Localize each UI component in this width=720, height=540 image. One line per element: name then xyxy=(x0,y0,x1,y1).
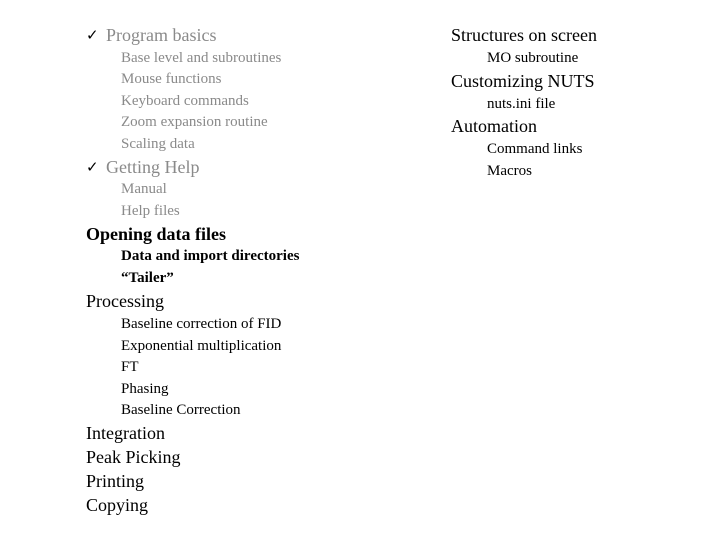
topic-automation: Automation xyxy=(451,116,537,136)
subtopic-keyboard-commands: Keyboard commands xyxy=(121,93,249,109)
topic-getting-help: Getting Help xyxy=(106,157,200,177)
checkmark-icon: ✓ xyxy=(86,26,99,44)
subtopic-exponential-multiplication: Exponential multiplication xyxy=(121,338,282,354)
subtopic-base-level: Base level and subroutines xyxy=(121,50,282,66)
subtopic-manual: Manual xyxy=(121,181,167,197)
subtopic-nuts-ini-file: nuts.ini file xyxy=(487,96,556,112)
subtopic-command-links: Command links xyxy=(487,141,583,157)
subtopic-macros: Macros xyxy=(487,163,532,179)
topic-integration: Integration xyxy=(86,423,165,443)
subtopic-baseline-correction: Baseline Correction xyxy=(121,402,241,418)
subtopic-phasing: Phasing xyxy=(121,381,169,397)
subtopic-mo-subroutine: MO subroutine xyxy=(487,50,579,66)
topic-copying: Copying xyxy=(86,495,149,515)
subtopic-baseline-fid: Baseline correction of FID xyxy=(121,316,282,332)
subtopic-zoom-expansion: Zoom expansion routine xyxy=(121,114,268,130)
topic-printing: Printing xyxy=(86,471,145,491)
topic-peak-picking: Peak Picking xyxy=(86,447,181,467)
topic-program-basics: Program basics xyxy=(106,25,217,45)
subtopic-scaling-data: Scaling data xyxy=(121,136,195,152)
subtopic-tailer: “Tailer” xyxy=(121,270,174,286)
subtopic-data-import-directories: Data and import directories xyxy=(121,248,300,264)
topic-processing: Processing xyxy=(86,291,164,311)
subtopic-ft: FT xyxy=(121,359,139,375)
topic-opening-data-files: Opening data files xyxy=(86,224,227,244)
topic-structures-on-screen: Structures on screen xyxy=(451,25,597,45)
checkmark-icon: ✓ xyxy=(86,158,99,176)
subtopic-help-files: Help files xyxy=(121,203,180,219)
topic-customizing-nuts: Customizing NUTS xyxy=(451,71,595,91)
subtopic-mouse-functions: Mouse functions xyxy=(121,71,222,87)
